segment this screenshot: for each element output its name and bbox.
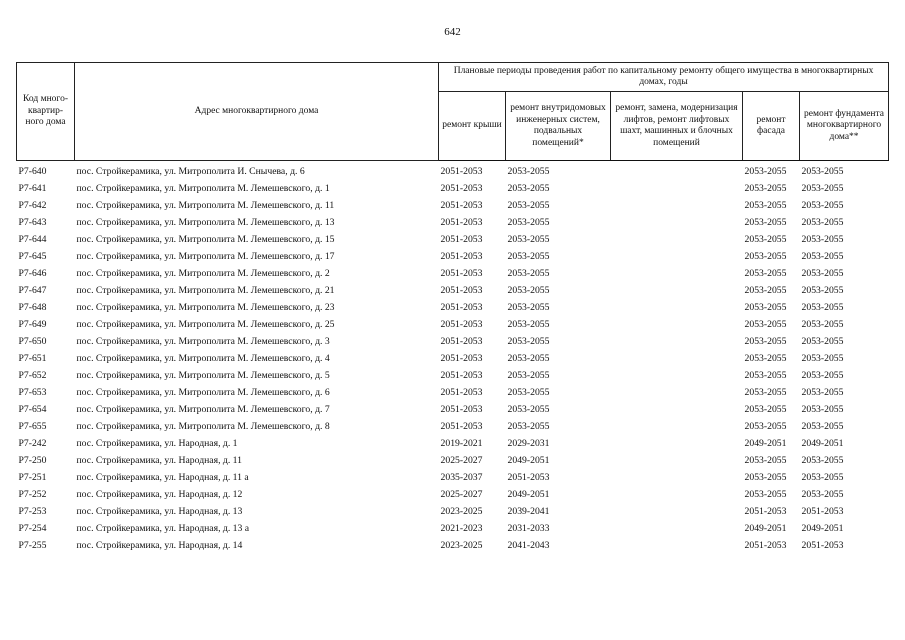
cell-systems: 2053-2055 [507, 183, 550, 194]
cell-roof: 2025-2027 [440, 455, 483, 466]
cell-foundation: 2053-2055 [801, 251, 844, 262]
table-row [17, 486, 889, 503]
header-systems: ремонт внутридомовых инженерных систем, подвальных помещений* [506, 92, 611, 161]
cell-facade: 2053-2055 [744, 455, 787, 466]
cell-address: пос. Стройкерамика, ул. Митрополита М. Лемешевского, д. 17 [76, 251, 335, 262]
cell-foundation: 2051-2053 [801, 540, 844, 551]
cell-roof: 2051-2053 [440, 234, 483, 245]
cell-lifts [611, 469, 743, 486]
cell-roof: 2051-2053 [440, 166, 483, 177]
cell-foundation: 2049-2051 [801, 523, 844, 534]
cell-systems: 2053-2055 [507, 302, 550, 313]
cell-foundation: 2053-2055 [801, 404, 844, 415]
cell-roof: 2051-2053 [440, 421, 483, 432]
cell-lifts [611, 214, 743, 231]
table-row [17, 282, 889, 299]
cell-roof: 2051-2053 [440, 217, 483, 228]
cell-foundation: 2053-2055 [801, 302, 844, 313]
cell-roof: 2051-2053 [440, 319, 483, 330]
cell-code: Р7-644 [18, 234, 47, 245]
cell-address: пос. Стройкерамика, ул. Митрополита М. Лемешевского, д. 25 [76, 319, 335, 330]
table-row [17, 333, 889, 350]
cell-lifts [611, 401, 743, 418]
cell-systems: 2029-2031 [507, 438, 550, 449]
cell-lifts [611, 282, 743, 299]
cell-systems: 2053-2055 [507, 285, 550, 296]
cell-lifts [611, 161, 743, 181]
cell-facade: 2053-2055 [744, 472, 787, 483]
cell-facade: 2053-2055 [744, 166, 787, 177]
cell-lifts [611, 231, 743, 248]
header-roof: ремонт крыши [439, 92, 506, 161]
cell-roof: 2021-2023 [440, 523, 483, 534]
cell-facade: 2053-2055 [744, 268, 787, 279]
cell-lifts [611, 418, 743, 435]
cell-facade: 2053-2055 [744, 183, 787, 194]
cell-foundation: 2053-2055 [801, 421, 844, 432]
cell-roof: 2051-2053 [440, 387, 483, 398]
table-row [17, 469, 889, 486]
header-address: Адрес многоквартирного дома [75, 63, 439, 161]
table-row [17, 367, 889, 384]
cell-code: Р7-651 [18, 353, 47, 364]
table-row [17, 418, 889, 435]
cell-address: пос. Стройкерамика, ул. Народная, д. 1 [76, 438, 238, 449]
cell-code: Р7-642 [18, 200, 47, 211]
cell-facade: 2049-2051 [744, 438, 787, 449]
cell-address: пос. Стройкерамика, ул. Митрополита М. Лемешевского, д. 4 [76, 353, 330, 364]
cell-roof: 2051-2053 [440, 251, 483, 262]
cell-code: Р7-653 [18, 387, 47, 398]
cell-address: пос. Стройкерамика, ул. Митрополита М. Лемешевского, д. 21 [76, 285, 335, 296]
table-row [17, 435, 889, 452]
cell-code: Р7-641 [18, 183, 47, 194]
cell-code: Р7-643 [18, 217, 47, 228]
cell-address: пос. Стройкерамика, ул. Митрополита М. Лемешевского, д. 7 [76, 404, 330, 415]
header-lifts: ремонт, замена, модернизация лифтов, ремонт лифтовых шахт, машинных и блочных помещений [611, 92, 743, 161]
cell-code: Р7-648 [18, 302, 47, 313]
cell-roof: 2023-2025 [440, 540, 483, 551]
cell-systems: 2053-2055 [507, 319, 550, 330]
cell-roof: 2051-2053 [440, 285, 483, 296]
cell-foundation: 2053-2055 [801, 285, 844, 296]
cell-systems: 2051-2053 [507, 472, 550, 483]
table-row [17, 161, 889, 181]
table-row [17, 231, 889, 248]
cell-systems: 2053-2055 [507, 370, 550, 381]
cell-roof: 2051-2053 [440, 336, 483, 347]
cell-address: пос. Стройкерамика, ул. Народная, д. 13 [76, 506, 243, 517]
cell-facade: 2051-2053 [744, 506, 787, 517]
cell-facade: 2053-2055 [744, 387, 787, 398]
cell-systems: 2053-2055 [507, 166, 550, 177]
cell-lifts [611, 435, 743, 452]
cell-foundation: 2053-2055 [801, 166, 844, 177]
cell-systems: 2049-2051 [507, 489, 550, 500]
cell-code: Р7-647 [18, 285, 47, 296]
cell-lifts [611, 520, 743, 537]
cell-lifts [611, 248, 743, 265]
cell-code: Р7-242 [18, 438, 47, 449]
header-code: Код много-квартир-ного дома [17, 63, 75, 161]
cell-facade: 2053-2055 [744, 234, 787, 245]
cell-roof: 2051-2053 [440, 353, 483, 364]
cell-lifts [611, 350, 743, 367]
cell-facade: 2053-2055 [744, 404, 787, 415]
cell-address: пос. Стройкерамика, ул. Митрополита М. Лемешевского, д. 23 [76, 302, 335, 313]
cell-foundation: 2053-2055 [801, 217, 844, 228]
page-number: 642 [444, 26, 461, 38]
cell-roof: 2019-2021 [440, 438, 483, 449]
cell-systems: 2053-2055 [507, 268, 550, 279]
cell-address: пос. Стройкерамика, ул. Народная, д. 14 [76, 540, 243, 551]
cell-code: Р7-253 [18, 506, 47, 517]
cell-systems: 2049-2051 [507, 455, 550, 466]
table-row [17, 401, 889, 418]
cell-address: пос. Стройкерамика, ул. Народная, д. 11 а [76, 472, 249, 483]
cell-address: пос. Стройкерамика, ул. Митрополита М. Лемешевского, д. 2 [76, 268, 330, 279]
cell-systems: 2053-2055 [507, 421, 550, 432]
cell-lifts [611, 316, 743, 333]
cell-foundation: 2053-2055 [801, 268, 844, 279]
table-row [17, 265, 889, 282]
table-row [17, 180, 889, 197]
table-row [17, 503, 889, 520]
cell-address: пос. Стройкерамика, ул. Митрополита М. Лемешевского, д. 1 [76, 183, 330, 194]
cell-systems: 2041-2043 [507, 540, 550, 551]
cell-foundation: 2053-2055 [801, 353, 844, 364]
cell-facade: 2053-2055 [744, 353, 787, 364]
cell-code: Р7-250 [18, 455, 47, 466]
cell-lifts [611, 503, 743, 520]
cell-facade: 2049-2051 [744, 523, 787, 534]
cell-systems: 2053-2055 [507, 251, 550, 262]
header-foundation: ремонт фундамента многоквартирного дома** [800, 92, 889, 161]
table-row [17, 350, 889, 367]
table-row [17, 537, 889, 554]
cell-address: пос. Стройкерамика, ул. Митрополита М. Лемешевского, д. 13 [76, 217, 335, 228]
cell-systems: 2053-2055 [507, 336, 550, 347]
table-row [17, 452, 889, 469]
cell-systems: 2053-2055 [507, 404, 550, 415]
cell-foundation: 2053-2055 [801, 455, 844, 466]
cell-address: пос. Стройкерамика, ул. Народная, д. 11 [76, 455, 243, 466]
cell-foundation: 2053-2055 [801, 234, 844, 245]
cell-facade: 2053-2055 [744, 421, 787, 432]
cell-roof: 2051-2053 [440, 183, 483, 194]
header-periods-group: Плановые периоды проведения работ по капитальному ремонту общего имущества в многоквартирных домах, годы [439, 63, 889, 92]
cell-facade: 2053-2055 [744, 285, 787, 296]
cell-code: Р7-655 [18, 421, 47, 432]
cell-lifts [611, 367, 743, 384]
cell-facade: 2053-2055 [744, 302, 787, 313]
cell-roof: 2051-2053 [440, 404, 483, 415]
cell-systems: 2053-2055 [507, 217, 550, 228]
cell-lifts [611, 333, 743, 350]
cell-roof: 2025-2027 [440, 489, 483, 500]
cell-address: пос. Стройкерамика, ул. Народная, д. 12 [76, 489, 243, 500]
cell-lifts [611, 299, 743, 316]
cell-systems: 2053-2055 [507, 234, 550, 245]
cell-facade: 2053-2055 [744, 251, 787, 262]
table-row [17, 520, 889, 537]
cell-lifts [611, 180, 743, 197]
cell-address: пос. Стройкерамика, ул. Митрополита М. Лемешевского, д. 15 [76, 234, 335, 245]
cell-facade: 2053-2055 [744, 217, 787, 228]
cell-systems: 2053-2055 [507, 387, 550, 398]
cell-code: Р7-251 [18, 472, 47, 483]
cell-address: пос. Стройкерамика, ул. Митрополита М. Лемешевского, д. 11 [76, 200, 335, 211]
cell-address: пос. Стройкерамика, ул. Митрополита М. Лемешевского, д. 6 [76, 387, 330, 398]
cell-systems: 2053-2055 [507, 200, 550, 211]
cell-lifts [611, 486, 743, 503]
cell-address: пос. Стройкерамика, ул. Митрополита И. Снычева, д. 6 [76, 166, 305, 177]
cell-systems: 2053-2055 [507, 353, 550, 364]
cell-code: Р7-650 [18, 336, 47, 347]
cell-foundation: 2053-2055 [801, 183, 844, 194]
cell-roof: 2035-2037 [440, 472, 483, 483]
cell-code: Р7-640 [18, 166, 47, 177]
table-row [17, 384, 889, 401]
cell-facade: 2053-2055 [744, 370, 787, 381]
cell-facade: 2053-2055 [744, 200, 787, 211]
cell-code: Р7-646 [18, 268, 47, 279]
cell-foundation: 2053-2055 [801, 319, 844, 330]
cell-code: Р7-255 [18, 540, 47, 551]
cell-lifts [611, 537, 743, 554]
table-row [17, 214, 889, 231]
cell-address: пос. Стройкерамика, ул. Народная, д. 13 а [76, 523, 250, 534]
cell-code: Р7-645 [18, 251, 47, 262]
capital-repair-table [16, 62, 889, 554]
cell-foundation: 2053-2055 [801, 387, 844, 398]
cell-foundation: 2053-2055 [801, 370, 844, 381]
cell-roof: 2051-2053 [440, 370, 483, 381]
cell-facade: 2053-2055 [744, 489, 787, 500]
cell-systems: 2031-2033 [507, 523, 550, 534]
cell-code: Р7-649 [18, 319, 47, 330]
cell-lifts [611, 265, 743, 282]
cell-foundation: 2053-2055 [801, 489, 844, 500]
cell-code: Р7-252 [18, 489, 47, 500]
table-body [17, 161, 889, 555]
cell-foundation: 2053-2055 [801, 336, 844, 347]
cell-foundation: 2049-2051 [801, 438, 844, 449]
table-row [17, 197, 889, 214]
cell-foundation: 2051-2053 [801, 506, 844, 517]
cell-roof: 2051-2053 [440, 302, 483, 313]
cell-systems: 2039-2041 [507, 506, 550, 517]
cell-lifts [611, 197, 743, 214]
cell-facade: 2053-2055 [744, 319, 787, 330]
cell-facade: 2053-2055 [744, 336, 787, 347]
cell-roof: 2023-2025 [440, 506, 483, 517]
cell-code: Р7-652 [18, 370, 47, 381]
cell-address: пос. Стройкерамика, ул. Митрополита М. Лемешевского, д. 5 [76, 370, 330, 381]
cell-address: пос. Стройкерамика, ул. Митрополита М. Лемешевского, д. 3 [76, 336, 330, 347]
cell-lifts [611, 452, 743, 469]
table-row [17, 248, 889, 265]
cell-foundation: 2053-2055 [801, 472, 844, 483]
cell-lifts [611, 384, 743, 401]
cell-facade: 2051-2053 [744, 540, 787, 551]
cell-foundation: 2053-2055 [801, 200, 844, 211]
cell-code: Р7-654 [18, 404, 47, 415]
table-row [17, 299, 889, 316]
header-facade: ремонт фасада [743, 92, 800, 161]
cell-roof: 2051-2053 [440, 200, 483, 211]
table-row [17, 316, 889, 333]
cell-code: Р7-254 [18, 523, 47, 534]
cell-address: пос. Стройкерамика, ул. Митрополита М. Лемешевского, д. 8 [76, 421, 330, 432]
cell-roof: 2051-2053 [440, 268, 483, 279]
